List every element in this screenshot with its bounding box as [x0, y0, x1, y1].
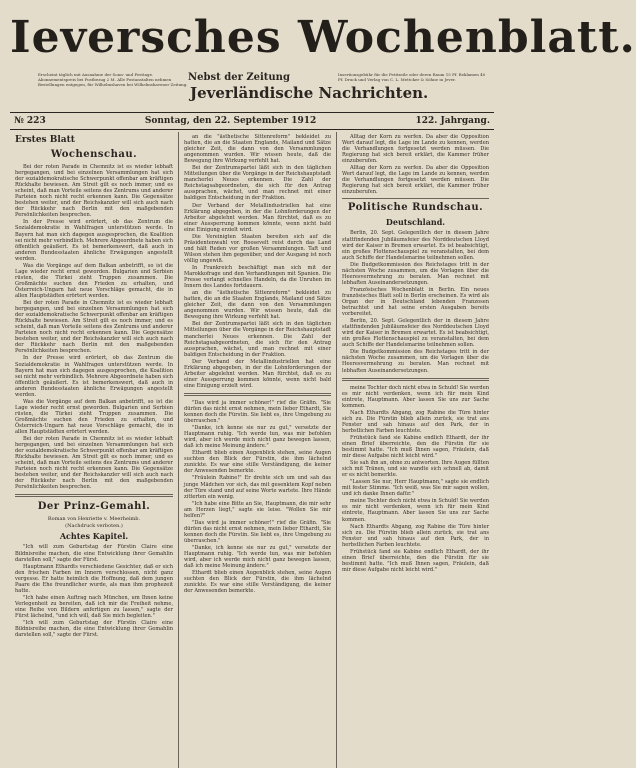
article-paragraph: Bei der roten Parade in Chemnitz ist es wieder lebhaft hergegangen, und bei einzelnen Versammlungen hat sich der sozialdemokratische Schwerpunkt offenbar am kräftigen Rückhalte bewiesen. Am Streit gilt es noch immer, und es scheint, daß man Vorteile seitens des Zentrums und anderer Parteien noch nicht recht erkennen kann. Die Gegensätze bestehen weiter, und der Reichskanzler will sich auch nach der Rückkehr nach Berlin mit den maßgebenden Persönlichkeiten besprechen.	[15, 300, 173, 355]
story-paragraph: "Danke, ich kenne sie nur zu gut," versetzte der Hauptmann ruhig. "Ich werde tun, was mir befohlen wird, aber ich werde mich nicht ganz bewegen lassen, daß ich meine Meinung ändere."	[184, 425, 331, 450]
chapter-heading: Achtes Kapitel.	[59, 531, 129, 542]
masthead-title: Ieversches Wochenblatt.	[10, 12, 636, 63]
article-paragraph: Was die Vorgänge auf dem Balkan anbetrifft, so ist die Lage wieder recht ernst geworden. Bulgarien und Serbien rüsten, die Türkei zieht Truppen zusammen. Die Großmächte suchen den Frieden zu erhalten, und Österreich-Ungarn hat neue Vorschläge gemacht, die in allen Hauptstädten erörtert werden.	[15, 262, 173, 299]
article-paragraph: Bei der Zentrumspartei läßt sich in den täglichen Mitteilungen über die Vorgänge in der Reichshauptstadt mancherlei Neues erkennen. Die Zahl der Reichstagsabgeordneten, die sich für den Antrag aussprachen, wächst, und man rechnet mit einer baldigen Entscheidung in der Fraktion.	[184, 165, 331, 202]
politics-heading: Politische Rundschau.	[347, 202, 484, 214]
article-paragraph: Die Vereinigten Staaten bereiten sich auf die Präsidentenwahl vor. Roosevelt reist durch das Land und hält Reden vor großen Versammlungen. Taft und Wilson stehen ihm gegenüber, und der Ausgang ist noch völlig ungewiß.	[184, 233, 331, 264]
article-paragraph: Die Budgetkommission des Reichstages tritt in der nächsten Woche zusammen, um die Vorlagen über die Heeresvermehrung zu beraten. Man rechnet mit lebhaften Auseinandersetzungen.	[342, 349, 489, 374]
article-paragraph: Was die Vorgänge auf dem Balkan anbetrifft, so ist die Lage wieder recht ernst geworden. Bulgarien und Serbien rüsten, die Türkei zieht Truppen zusammen. Die Großmächte suchen den Frieden zu erhalten, und Österreich-Ungarn hat neue Vorschläge gemacht, die in allen Hauptstädten erörtert werden.	[15, 398, 173, 436]
article-paragraph: Die Budgetkommission des Reichstages tritt in der nächsten Woche zusammen, um die Vorlagen über die Heeresvermehrung zu beraten. Man rechnet mit lebhaften Auseinandersetzungen.	[342, 261, 489, 286]
article-paragraph: Alltag der Korn zu werfen. Da aber die Opposition Wert darauf legt, die Lage im Lande zu kennen, werden die Verhandlungen fortgesetzt werden müssen. Die Regierung hat sich bereit erklärt, die Kammer früher einzuberufen.	[342, 134, 489, 165]
columns	[10, 132, 494, 768]
subhead	[10, 70, 494, 110]
story-paragraph: meine Tochter doch nicht etwa in Schuld! Sie werden es mir nicht verdenken, wenn ich für mein Kind eintrete, Hauptmann. Aber lassen Sie uns zur Sache kommen.	[342, 498, 489, 523]
issue-number: № 223	[14, 116, 46, 126]
column-2	[178, 132, 336, 768]
subhead-nebst: Nebst der Zeitung	[188, 72, 290, 83]
article-paragraph: In Frankreich beschäftigt man sich mit der Marokkofrage und den Verhandlungen mit Spanien. Die Presse verlangt schnelles Handeln, da die Unruhen im Innern des Landes fortdauern.	[184, 264, 331, 290]
wochenschau-heading: Wochenschau.	[50, 149, 138, 160]
column-3	[336, 132, 494, 768]
article-paragraph: Bei der roten Parade in Chemnitz ist es wieder lebhaft hergegangen, und bei einzelnen Versammlungen hat sich der sozialdemokratische Schwerpunkt offenbar am kräftigen Rückhalte bewiesen. Am Streit gilt es noch immer, und es scheint, daß man Vorteile seitens des Zentrums und anderer Parteien noch nicht recht erkennen kann. Die Gegensätze bestehen weiter, und der Reichskanzler will sich auch nach der Rückkehr nach Berlin mit den maßgebenden Persönlichkeiten besprechen.	[15, 164, 173, 219]
article-paragraph: Berlin, 20. Sept. Gelegentlich der in diesem Jahre stattfindenden Jubiläumsfeier des Norddeutschen Lloyd wird der Kaiser in Bremen erwartet. Es ist beabsichtigt, ein großes Flottenschauspiel zu veranstalten, bei dem auch Schiffe der Handelsmarine teilnehmen sollen.	[342, 230, 489, 261]
article-paragraph: Alltag der Korn zu werfen. Da aber die Opposition Wert darauf legt, die Lage im Lande zu kennen, werden die Verhandlungen fortgesetzt werden müssen. Die Regierung hat sich bereit erklärt, die Kammer früher einzuberufen.	[342, 165, 489, 196]
article-paragraph: Bei der roten Parade in Chemnitz ist es wieder lebhaft hergegangen, und bei einzelnen Versammlungen hat sich der sozialdemokratische Schwerpunkt offenbar am kräftigen Rückhalte bewiesen. Am Streit gilt es noch immer, und es scheint, daß man Vorteile seitens des Zentrums und anderer Parteien noch nicht recht erkennen kann. Die Gegensätze bestehen weiter, und der Reichskanzler will sich auch nach der Rückkehr nach Berlin mit den maßgebenden Persönlichkeiten besprechen.	[15, 436, 173, 491]
story-paragraph: meine Tochter doch nicht etwa in Schuld! Sie werden es mir nicht verdenken, wenn ich für mein Kind eintrete, Hauptmann. Aber lassen Sie uns zur Sache kommen.	[342, 384, 489, 409]
section-divider	[184, 393, 331, 396]
country-heading: Deutschland.	[385, 217, 446, 228]
issue-bar	[10, 112, 494, 130]
article-paragraph: Berlin, 20. Sept. Gelegentlich der in diesem Jahre stattfindenden Jubiläumsfeier des Norddeutschen Lloyd wird der Kaiser in Bremen erwartet. Es ist beabsichtigt, ein großes Flottenschauspiel zu veranstalten, bei dem auch Schiffe der Handelsmarine teilnehmen sollen.	[342, 318, 489, 349]
section-divider	[342, 378, 489, 381]
story-paragraph: Sie sah ihn an, ohne zu antworten. Ihre Augen füllten sich mit Tränen, und sie wandte sich schnell ab, damit er es nicht bemerkte.	[342, 460, 489, 479]
story-subtitle: Roman von Henriette v. Meerheimb.	[47, 516, 141, 523]
story-title: Der Prinz-Gemahl.	[37, 501, 151, 513]
advertising-info: Insertionsgebühr für die Petitzeile oder deren Raum 15 Pf. Reklamen 40 Pf. Druck und Verlag von C. L. Mettcker & Söhne in Jever.	[338, 72, 486, 82]
subscription-info: Erscheint täglich mit Ausnahme der Sonn- und Festtage. Abonnementspreis bei Postbezug 2 M. Alle Postanstalten nehmen Bestellungen entgegen, für Wilhelmshaven bei Wilhelmshavener Zeitung.	[38, 72, 188, 87]
story-paragraph: Nach Ethardts Abgang, zog Rabine die Türe hinter sich zu. Die Fürstin blieb allein zurück, sie trat ans Fenster und sah hinaus auf den Park, der in herbstlichen Farben leuchtete.	[342, 409, 489, 434]
divider	[342, 198, 489, 199]
story-paragraph: Frühstück fand sie Kabine endlich Ethardt, der ihr einen Brief überreichte, den die Fürstin für sie bestimmt hatte. "Ich muß Ihnen sagen, Fräulein, daß mir diese Aufgabe nicht leicht wird."	[342, 548, 489, 573]
story-paragraph: "Ich habe einen Auftrag nach München, um Ihnen keine Verlegenheit zu bereiten, daß ich mir die Freiheit nehme, eine Reihe von Bildern anfertigen zu lassen," sagte der Fürst lächelnd, "und ich will, daß Sie mich begleiten."	[15, 594, 173, 619]
story-paragraph: Frühstück fand sie Kabine endlich Ethardt, der ihr einen Brief überreichte, den die Fürstin für sie bestimmt hatte. "Ich muß Ihnen sagen, Fräulein, daß mir diese Aufgabe nicht leicht wird."	[342, 434, 489, 460]
story-paragraph: Ethardt blieb einen Augenblick stehen, seine Augen suchten den Blick der Fürstin, die ihm lächelnd zunickte. Es war eine stille Verständigung, die keiner der Anwesenden bemerkte.	[184, 570, 331, 595]
story-paragraph: "Danke, ich kenne sie nur zu gut," versetzte der Hauptmann ruhig. "Ich werde tun, was mir befohlen wird, aber ich werde mich nicht ganz bewegen lassen, daß ich meine Meinung ändere."	[184, 545, 331, 570]
story-paragraph: Nach Ethardts Abgang, zog Rabine die Türe hinter sich zu. Die Fürstin blieb allein zurück, sie trat ans Fenster und sah hinaus auf den Park, der in herbstlichen Farben leuchtete.	[342, 523, 489, 548]
section-divider	[15, 494, 173, 497]
article-paragraph: Bei der Zentrumspartei läßt sich in den täglichen Mitteilungen über die Vorgänge in der Reichshauptstadt mancherlei Neues erkennen. Die Zahl der Reichstagsabgeordneten, die sich für den Antrag aussprachen, wächst, und man rechnet mit einer baldigen Entscheidung in der Fraktion.	[184, 321, 331, 358]
section-label: Erstes Blatt	[15, 135, 75, 145]
story-paragraph: "Ich habe eine Bitte an Sie, Hauptmann, die mir sehr am Herzen liegt," sagte sie leise. "Wollen Sie mir helfen?"	[184, 500, 331, 519]
article-paragraph: Der Verband der Metallindustriellen hat eine Erklärung abgegeben, in der die Lohnforderungen der Arbeiter abgelehnt werden. Man fürchtet, daß es zu einer Aussperrung kommen könnte, wenn nicht bald eine Einigung erzielt wird.	[184, 202, 331, 233]
supplement-title: Jeverländische Nachrichten.	[190, 84, 429, 102]
issue-date: Sonntag, den 22. September 1912	[144, 116, 317, 126]
article-paragraph: In der Presse wird erörtert, ob das Zentrum die Sozialdemokratie in Wahlfragen unterstützen werde. In Bayern hat man sich dagegen ausgesprochen, die Koalition sei nicht mehr verbindlich. Mehrere Abgeordnete haben sich öffentlich geäußert. Es ist bemerkenswert, daß auch in anderen Bundesstaaten ähnliche Erwägungen angestellt werden.	[15, 219, 174, 262]
article-paragraph: Der Verband der Metallindustriellen hat eine Erklärung abgegeben, in der die Lohnforderungen der Arbeiter abgelehnt werden. Man fürchtet, daß es zu einer Aussperrung kommen könnte, wenn nicht bald eine Einigung erzielt wird.	[184, 358, 331, 389]
story-paragraph: Ethardt blieb einen Augenblick stehen, seine Augen suchten den Blick der Fürstin, die ihm lächelnd zunickte. Es war eine stille Verständigung, die keiner der Anwesenden bemerkte.	[184, 450, 331, 475]
story-paragraph: "Fräulein Rabine!" Er drehte sich um und sah das junge Mädchen vor sich, das mit gesenktem Kopf neben der Türe stand und auf seine Worte wartete. Ihre Hände zitterten ein wenig.	[184, 475, 331, 500]
story-note: (Nachdruck verboten.)	[65, 523, 123, 530]
story-paragraph: "Das wird ja immer schöner!" rief die Gräfin. "Sie dürfen das nicht ernst nehmen, mein lieber Ethardt, Sie kennen doch die Fürstin. Sie liebt es, ihre Umgebung zu überraschen."	[184, 519, 331, 544]
issue-year: 122. Jahrgang.	[415, 116, 490, 126]
story-paragraph: "Ich will zum Geburtstag der Fürstin Claire eine Bildnisreihe machen, die eine Entwicklung ihrer Gemahlin darstellen soll," sagte der Fürst.	[15, 544, 173, 563]
newspaper-page	[10, 6, 636, 721]
story-paragraph: "Das wird ja immer schöner!" rief die Gräfin. "Sie dürfen das nicht ernst nehmen, mein lieber Ethardt, Sie kennen doch die Fürstin. Sie liebt es, ihre Umgebung zu überraschen."	[184, 399, 331, 425]
article-paragraph: an die "ästhetische Sittenreform" bekleidet zu hatten, die an die Staaten Englands, Mailand und Sätze gleicher Zeit, die dann von den Versammlungen angenommen wurden. Wir wissen heute, daß die Bewegung ihre Wirkung verfehlt hat.	[184, 134, 331, 165]
story-paragraph: Hauptmann Ethardts verschiedene Gesichter, daß er sich den frischen Farben im Innern verschlossen, nicht ganz vergesse. Er hatte heimlich die Hoffnung, daß dem jungen Paare die Ehe freundlicher wurde, als man ihm prophezeit hatte.	[15, 563, 173, 594]
story-paragraph: "Ich will zum Geburtstag der Fürstin Claire eine Bildnisreihe machen, die eine Entwicklung ihrer Gemahlin darstellen soll," sagte der Fürst.	[15, 620, 173, 639]
article-paragraph: an die "ästhetische Sittenreform" bekleidet zu hatten, die an die Staaten Englands, Mailand und Sätze gleicher Zeit, die dann von den Versammlungen angenommen wurden. Wir wissen heute, daß die Bewegung ihre Wirkung verfehlt hat.	[184, 290, 331, 321]
column-1	[10, 132, 178, 768]
article-paragraph: In der Presse wird erörtert, ob das Zentrum die Sozialdemokratie in Wahlfragen unterstützen werde. In Bayern hat man sich dagegen ausgesprochen, die Koalition sei nicht mehr verbindlich. Mehrere Abgeordnete haben sich öffentlich geäußert. Es ist bemerkenswert, daß auch in anderen Bundesstaaten ähnliche Erwägungen angestellt werden.	[15, 355, 174, 398]
article-paragraph: Französisches Wochenblatt in Berlin. Ein neues französisches Blatt soll in Berlin erscheinen. Es wird als Organ der in Deutschland lebenden Franzosen betrachtet und hat seine ersten Ausgaben bereits vorbereitet.	[342, 286, 489, 318]
story-paragraph: "Lassen Sie nur, Herr Hauptmann," sagte sie endlich mit fester Stimme. "Ich weiß, was Sie mir sagen wollen, und ich danke Ihnen dafür."	[342, 479, 489, 498]
